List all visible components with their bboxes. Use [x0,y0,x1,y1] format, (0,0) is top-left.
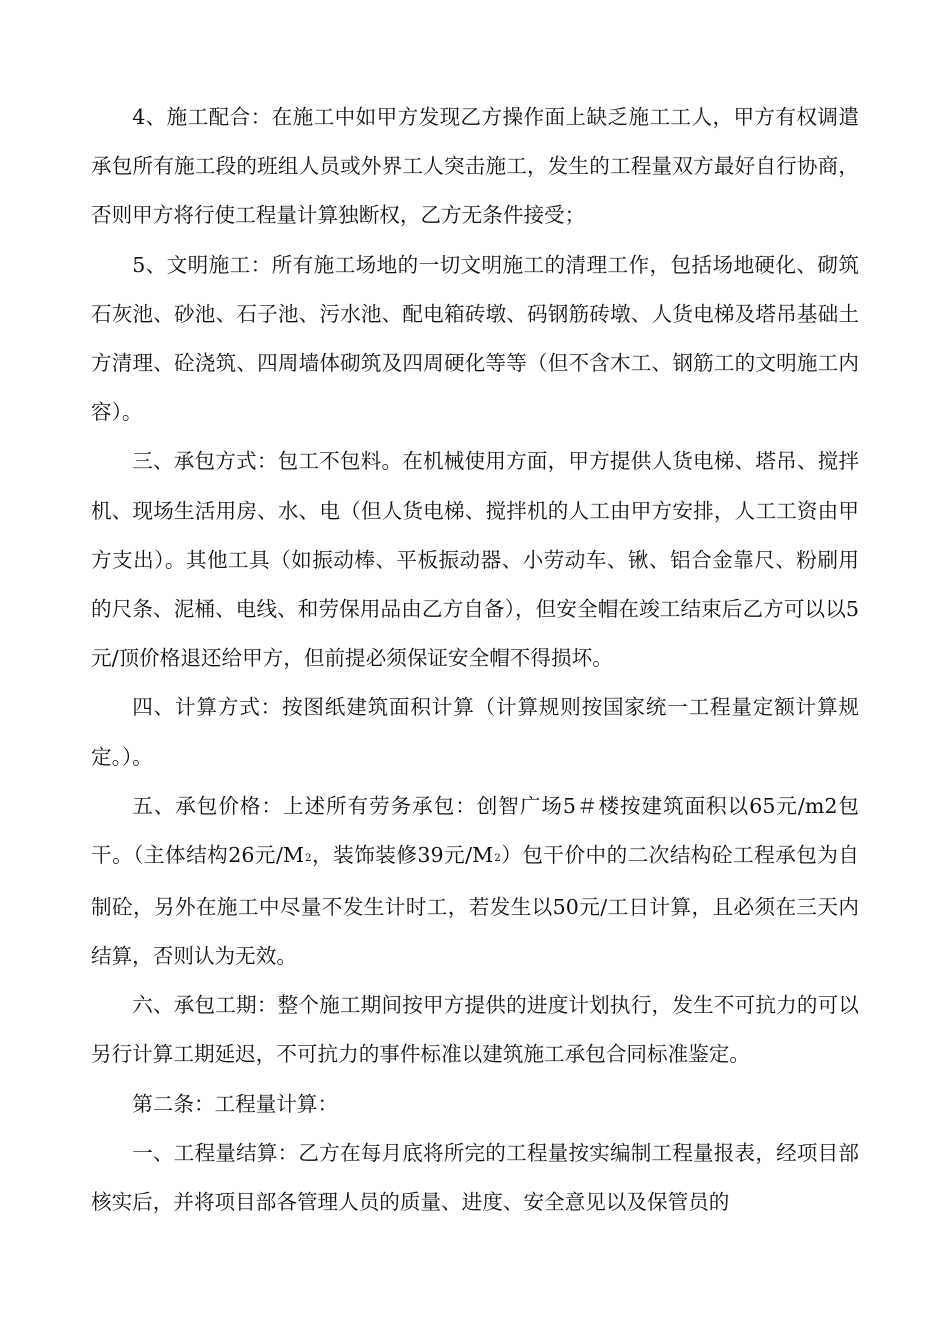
clause-contract-period: 六、承包工期：整个施工期间按甲方提供的进度计划执行，发生不可抗力的可以另行计算工期延迟，不可抗力的事件标准以建筑施工承包合同标准鉴定。 [91,993,859,1067]
price-text-part1: 五、承包价格：上述所有劳务承包：创智广场5＃楼按建筑面积以65元/m2包干。（主体结构26元/M [91,793,859,868]
clause-contract-method: 三、承包方式：包工不包料。在机械使用方面，甲方提供人货电梯、塔吊、搅拌机、现场生活用房、水、电（但人货电梯、搅拌机的人工由甲方安排，人工工资由甲方支出）。其他工具（如振动棒、平板振动器、小劳动车、锹、铝合金靠尺、粉刷用的尺条、泥桶、电线、和劳保用品由乙方自备），但安全帽在竣工结束后乙方可以以5元/顶价格退还给甲方，但前提必须保证安全帽不得损坏。 [91,449,859,671]
price-superscript-2: 2 [494,851,501,864]
clause-contract-price [91,782,859,981]
clause-quantity-settlement: 一、工程量结算：乙方在每月底将所完的工程量按实编制工程量报表，经项目部核实后，并将项目部各管理人员的质量、进度、安全意见以及保管员的 [91,1140,859,1214]
clause-construction-coordination: 4、施工配合：在施工中如甲方发现乙方操作面上缺乏施工工人，甲方有权调遣承包所有施工段的班组人员或外界工人突击施工，发生的工程量双方最好自行协商，否则甲方将行使工程量计算独断权，乙方无条件接受； [91,105,859,228]
document-page [91,93,859,1227]
clause-civilized-construction: 5、文明施工：所有施工场地的一切文明施工的清理工作，包括场地硬化、砌筑石灰池、砂池、石子池、污水池、配电箱砖墩、码钢筋砖墩、人货电梯及塔吊基础土方清理、砼浇筑、四周墙体砌筑及四周硬化等等（但不含木工、钢筋工的文明施工内容）。 [91,252,859,425]
article-two-heading: 第二条：工程量计算： [132,1091,339,1116]
price-text-part3: ）包干价中的二次结构砼工程承包为自制砼，另外在施工中尽量不发生计时工，若发生以50元/工日计算，且必须在三天内结算，否则认为无效。 [91,843,860,968]
price-text-part2: ，装饰装修39元/M [311,843,494,868]
clause-calculation-method: 四、计算方式：按图纸建筑面积计算（计算规则按国家统一工程量定额计算规定。）。 [91,695,859,769]
price-superscript-1: 2 [305,851,312,864]
